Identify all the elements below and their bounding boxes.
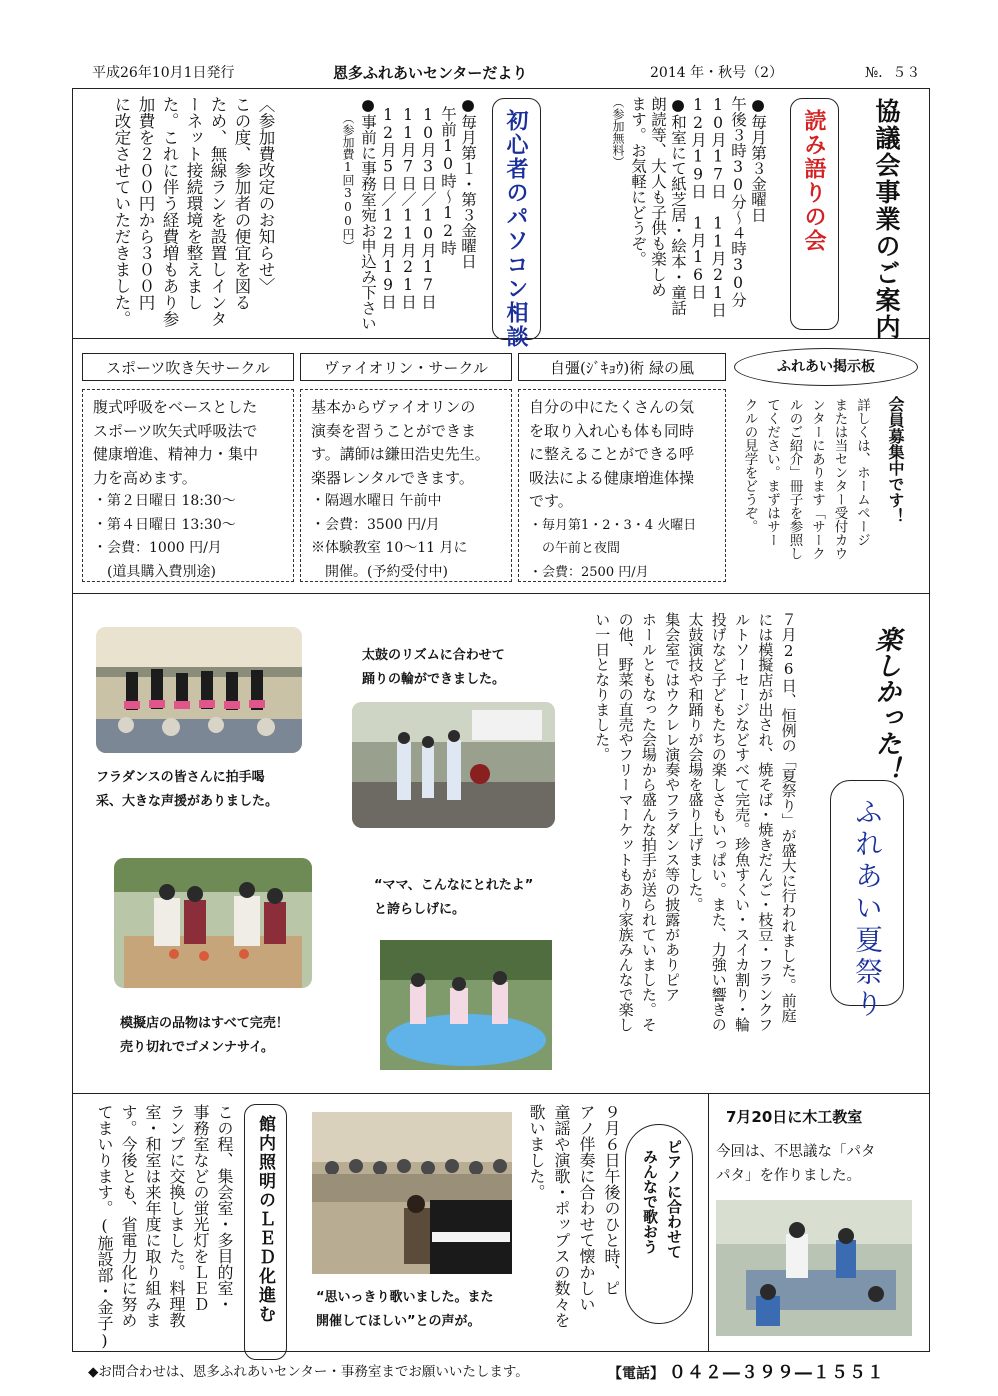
circle-title-violin: ヴァイオリン・サークル [300,353,512,381]
board-line: または当センター受付カウ [831,398,848,560]
circle-box-fukiya [82,389,294,582]
pc-line: 午前10時～12時 [439,106,457,256]
pc-line: （参加費1回300円） [341,112,355,252]
caption-line: 模擬店の品物はすべて完売！ [120,1016,289,1031]
bon-dance-image [352,702,555,828]
divider-middle [72,593,930,594]
reading-line: （参加無料） [611,96,625,168]
kids-photo [380,940,552,1070]
piano-line: ９月６日午後のひと時、ピ [602,1104,621,1296]
pc-line: ●毎月第１・第３金曜日 [459,96,477,269]
fee-line: 加費を２００円から３００円 [136,96,155,311]
circle-line: す。講師は鎌田浩史先生。 [311,445,490,463]
article-line: ルトソーセージなどすべて完売。珍魚すくい・スイカ割り・輪 [733,612,752,1032]
bubble-line: みんなで歌おう [641,1149,659,1254]
circle-line: ・毎月第1・2・3・4 火曜日 [529,517,697,533]
reading-line: 朗読等、大人も子供も楽しめ [649,96,667,298]
board-headline: 会員募集中です！ [886,396,905,524]
board-line: ンターにあります「サーク [809,398,825,560]
board-line: てください。まずはサー [764,398,780,547]
fee-line: に改定させていただきました。 [112,96,131,327]
wood-line: パタ」を作りました。 [716,1168,861,1184]
circle-line: 開催。(予約受付中) [311,563,448,580]
pc-line: 10月3日／10月17日 [419,106,437,310]
led-title: 館内照明のＬＥＤ化進む [244,1104,287,1360]
circle-line: の午前と夜間 [529,541,621,556]
footer-phone [608,1358,885,1383]
board-text [738,398,873,586]
phone-label: 【電話】 [608,1366,664,1382]
circle-title-jikyo: 自彊(ｼﾞｷｮｳ)術 緑の風 [518,353,726,381]
article-line: 集会室ではウクレレ演奏やフラダンス等の披露がありピア [663,612,682,1002]
bubble-line: ピアノに合わせて [665,1139,683,1259]
summer-title: ふれあい夏祭り [830,780,904,1006]
pc-line: ●事前に事務室宛お申込み下さい [359,96,377,331]
summer-article [590,612,800,1082]
piano-photo [312,1112,512,1274]
kids-pool-image [380,940,552,1070]
market-stall-image [114,858,312,988]
circle-line: ・第２日曜日 18:30～ [93,493,236,509]
article-line: ホールともなった会場から盛んな拍手が送られていました。そ [639,612,658,1032]
caption-line: と誇らしげに。 [374,902,466,917]
circle-line: を取り入れ心も体も同時 [529,421,695,440]
issue-date: 平成26年10月1日発行 [92,65,235,81]
piano-line: 歌いました。 [527,1104,546,1200]
hula-photo [96,627,302,753]
circle-box-jikyo [518,389,726,582]
woodwork-class-image [716,1200,912,1336]
taiko-photo [352,702,555,828]
circle-line: 基本からヴァイオリンの [311,398,476,416]
caption-line: “ママ、こんなにとれたよ” [374,878,534,893]
circle-line: 自分の中にたくさんの気 [529,398,695,416]
circle-line: 吸法による健康増進体操 [529,468,695,487]
circle-title-fukiya: スポーツ吹き矢サークル [82,353,294,381]
fee-notice [102,96,277,330]
piano-bubble [625,1124,693,1324]
reading-line: ●毎月第３金曜日 [749,96,767,223]
piano-concert-image [312,1112,512,1274]
circle-box-violin [300,389,512,582]
mama-caption [374,874,533,922]
fee-line: 〈参加費改定のお知らせ〉 [256,96,275,294]
newsletter-title: 恩多ふれあいセンターだより [333,64,528,82]
led-line: す。今後とも、省電力化に努め [119,1104,138,1328]
board-line: 詳しくは、ホームページ [854,398,870,547]
issue-season: 2014 年・秋号（2） [650,65,783,81]
divider-bottom [72,1093,930,1094]
caption-line: フラダンスの皆さんに拍手喝 [96,770,265,785]
caption-line: 采、大きな声援がありました。 [96,794,279,809]
circle-line: 力を高めます。 [93,468,197,487]
reading-line: ます。お気軽にどうぞ。 [629,96,647,267]
circle-line: (道具購入費別途) [93,563,216,580]
caption-line: “思いっきり歌いました。また [316,1290,494,1305]
article-line: 投げなど子どもたちの楽しさもいっぱい。また、力強い響きの [709,612,728,1032]
footer-text: ◆お問合わせは、恩多ふれあいセンター・事務室までお願いいたします。 [88,1364,529,1380]
board-title: ふれあい掲示板 [734,348,918,386]
circle-line: ・会費：3500 円/月 [311,516,440,533]
fee-line: ため、無線ランを設置しインタ [208,96,227,327]
fun-heading: 楽しかった！ [871,626,901,782]
circle-line: 健康増進、精神力・集中 [93,445,259,463]
taiko-caption [362,644,505,692]
wood-title: 7月20日に木工教室 [726,1108,863,1126]
wood-photo [716,1200,912,1336]
circle-line: ・第４日曜日 13:30～ [93,516,236,533]
reading-title: 読み語りの会 [790,98,839,330]
phone-number: ０４２―３９９―１５５１ [668,1363,885,1383]
article-line: には模擬店が出され、焼そば・焼きだんご・枝豆・フランクフ [756,612,775,1032]
led-line: てまいります。(施設部・金子) [95,1104,114,1350]
reading-line: ●和室にて紙芝居・絵本・童話 [669,96,687,316]
caption-line: 開催してほしい”との声が。 [316,1314,481,1329]
article-line: 太鼓演技や和踊りが会場を盛り上げました。 [686,612,705,912]
hula-dancers-image [96,627,302,753]
piano-line: 童謡や演歌・ポップスの数々を [552,1104,571,1328]
reading-line: 10月17日 11月21日 [709,96,727,318]
article-line: の他、野菜の直売やフリーマーケットもあり家族みんなで楽し [616,612,635,1032]
led-article [92,1104,236,1350]
piano-line: アノ伴奏に合わせて懐かしい [577,1104,596,1312]
reading-details [588,96,768,330]
pc-line: 12月5日／12月19日 [379,106,397,310]
article-line: い一日となりました。 [593,612,612,762]
council-title: 協議会事業のご案内 [872,98,901,341]
fee-line: た。これに伴う経費増もあり参 [160,96,179,327]
caption-line: 踊りの輪ができました。 [362,672,506,687]
pc-title: 初心者のパソコン相談 [492,98,541,340]
circle-line: ※体験教室 10～11 月に [311,540,468,556]
circle-line: 楽器レンタルできます。 [311,468,474,487]
circle-line: です。 [529,492,573,510]
divider-wood [708,1093,709,1352]
led-line: ランプに交換しました。料理教 [167,1104,186,1328]
pc-line: 11月7日／11月21日 [399,106,417,310]
circle-line: ・会費：2500 円/月 [529,564,649,580]
circle-line: ・会費：1000 円/月 [93,540,222,556]
led-line: この程、集会室・多目的室・ [215,1104,234,1312]
stall-photo [114,858,312,988]
stall-caption [120,1012,289,1060]
article-line: ７月26日、恒例の「夏祭り」が盛大に行われました。前庭 [779,612,798,1023]
issue-number: №．５３ [865,65,921,81]
led-line: 事務室などの蛍光灯をＬＥＤ [191,1104,210,1312]
circle-line: ・隔週水曜日 午前中 [311,493,442,509]
piano-article [524,1104,624,1330]
caption-line: 売り切れでゴメンナサイ。 [120,1040,274,1055]
piano-caption [316,1286,494,1334]
wood-line: 今回は、不思議な「パタ [716,1144,876,1160]
fee-line: ーネット接続環境を整えまし [184,96,203,311]
circle-line: 腹式呼吸をベースとした [93,398,258,416]
reading-line: 12月19日 1月16日 [689,96,707,300]
wood-text [716,1140,876,1188]
caption-line: 太鼓のリズムに合わせて [362,648,505,663]
hula-caption [96,766,278,814]
pc-details [318,96,478,330]
circle-line: 演奏を習うことができま [311,421,477,440]
board-line: クルの見学をどうぞ。 [741,398,758,533]
board-line: ルのご紹介」冊子を参照し [786,398,803,560]
circle-line: スポーツ吹矢式呼吸法で [93,421,258,440]
led-line: 室・和室は来年度に取り組みま [143,1104,162,1328]
circle-line: に整えることができる呼 [529,445,695,463]
reading-line: 午後３時30分～４時30分 [729,96,747,308]
fee-line: この度、参加者の便宜を図る [232,96,251,311]
